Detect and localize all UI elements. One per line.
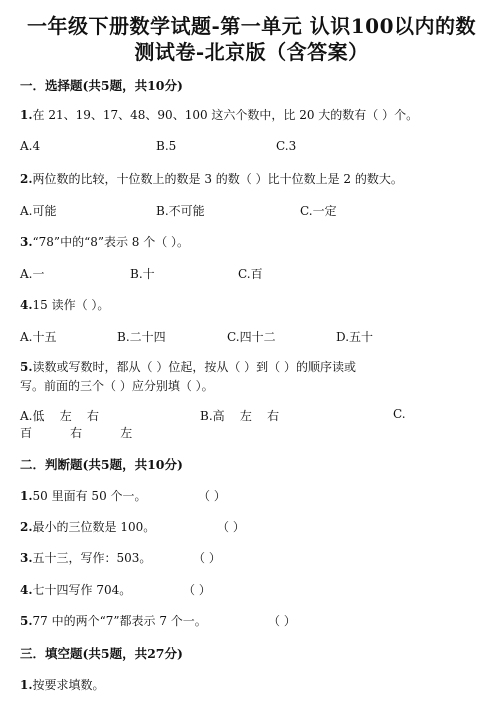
section-heading-choice: 一．选择题(共5题，共10分) — [20, 78, 183, 93]
answer-blank: （ ） — [193, 551, 221, 565]
judgement-item-2 — [20, 518, 155, 535]
question-text: 读数或写数时，都从（ ）位起，按从（ ）到（ ）的顺序读或 — [32, 360, 356, 374]
doc-title-line1: 一年级下册数学试题-第一单元 认识100以内的数 — [26, 14, 476, 38]
question-number: 2. — [20, 520, 33, 534]
fill-in-item-1 — [20, 676, 105, 693]
answer-blank: （ ） — [268, 614, 296, 628]
judgement-item-5 — [20, 612, 207, 629]
option-a: A.可能 — [20, 204, 57, 218]
answer-blank: （ ） — [183, 583, 211, 597]
option-b: B.十 — [130, 267, 155, 281]
question-number: 4. — [20, 298, 33, 312]
question-5-line1 — [20, 358, 356, 375]
answer-blank: （ ） — [217, 520, 245, 534]
option-a: A.低 左 右 — [20, 409, 99, 423]
section-heading-judgement: 二．判断题(共5题，共10分) — [20, 457, 183, 472]
question-text: 最小的三位数是 100。 — [32, 520, 156, 534]
question-text: 50 里面有 50 个一。 — [32, 489, 147, 503]
question-text: 15 读作（ ）。 — [32, 298, 110, 312]
option-b: B.高 左 右 — [200, 409, 280, 423]
question-number: 1. — [20, 489, 33, 503]
option-b: B.二十四 — [117, 330, 166, 344]
question-number: 4. — [20, 583, 33, 597]
question-text: 在 21、19、17、48、90、100 这六个数中，比 20 大的数有（ ）个。 — [32, 108, 419, 122]
option-c-continued: 百 右 左 — [20, 426, 133, 440]
option-c: C.四十二 — [227, 330, 276, 344]
question-text: 五十三，写作：503。 — [32, 551, 152, 565]
question-number: 1. — [20, 678, 33, 692]
option-a: A.十五 — [20, 330, 57, 344]
question-number: 3. — [20, 235, 33, 249]
judgement-item-4 — [20, 581, 131, 598]
question-text: 七十四写作 704。 — [32, 583, 132, 597]
question-number: 5. — [20, 360, 33, 374]
option-b: B.5 — [156, 139, 177, 153]
question-text: 两位数的比较，十位数上的数是 3 的数（ ）比十位数上是 2 的数大。 — [32, 172, 403, 186]
question-2 — [20, 170, 403, 187]
option-a: A.4 — [20, 139, 41, 153]
judgement-item-3 — [20, 549, 151, 566]
question-5-line2: 写。前面的三个（ ）应分别填（ ）。 — [20, 379, 214, 393]
question-number: 3. — [20, 551, 33, 565]
question-3 — [20, 233, 189, 250]
option-c: C. — [393, 407, 406, 421]
question-text: 按要求填数。 — [32, 678, 105, 692]
question-4 — [20, 296, 109, 313]
question-text: “78”中的“8”表示 8 个（ ）。 — [32, 235, 190, 249]
option-c: C.百 — [238, 267, 263, 281]
judgement-item-1 — [20, 487, 147, 504]
option-c: C.3 — [276, 139, 297, 153]
question-number: 2. — [20, 172, 33, 186]
option-d: D.五十 — [336, 330, 374, 344]
question-text: 77 中的两个“7”都表示 7 个一。 — [32, 614, 207, 628]
question-number: 5. — [20, 614, 33, 628]
option-c: C.一定 — [300, 204, 337, 218]
option-a: A.一 — [20, 267, 45, 281]
question-number: 1. — [20, 108, 33, 122]
question-1 — [20, 106, 418, 123]
answer-blank: （ ） — [198, 489, 226, 503]
section-heading-fill-in: 三．填空题(共5题，共27分) — [20, 646, 183, 661]
doc-title-line2: 测试卷-北京版（含答案） — [134, 40, 369, 64]
option-b: B.不可能 — [156, 204, 205, 218]
